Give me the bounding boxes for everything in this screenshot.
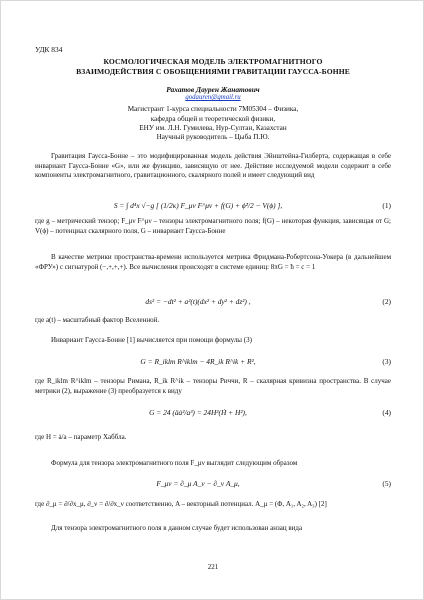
author-affiliation-1: Магистрант 1-курса специальности 7M05304 – Физика, — [127, 105, 299, 113]
paragraph-scale-factor-text: где a(t) – масштабный фактор Вселенной. — [35, 316, 160, 324]
paragraph-metric — [35, 253, 391, 272]
equation-4-body: G = 24 (äȧ²/a³) = 24H²(Ḣ + H²), — [149, 408, 247, 417]
equation-3-number: (3) — [382, 357, 391, 366]
paragraph-action-notation — [35, 217, 391, 236]
paragraph-action-notation-text: где g – метрический тензор; F_μν F^μν – тензоры электромагнитного поля; f(G) – некоторая функция, зависящая от G; V(ϕ) – потенциал скалярного поля, G – инвариант Гаусса-Бонне — [35, 217, 391, 235]
author-email-link[interactable]: godauren@gmail.ru — [185, 94, 241, 101]
paragraph-hubble-text: где H = ȧ/a – параметр Хаббла. — [35, 433, 127, 441]
paragraph-intro-text: Гравитация Гаусса-Бонне – это модифицированная модель действия Эйнштейна-Гилберта, содержащая в себе инвариант Гаусса-Бонне «G», или же функцию, зависящую от нее. Действие исследуемой модели содержит в себе компоненты электромагнитного, гравитационного, скалярного полей и имеет следующий вид — [35, 152, 391, 180]
equation-3-body: G = R_iklm R^iklm − 4R_ik R^ik + R², — [140, 357, 256, 366]
paragraph-riemann-text: где R_iklm R^iklm – тензоры Римана, R_ik R^ik – тензоры Риччи, R – скалярная кривизна пространства. В случае метрики (2), выражение (3) преобразуется к виду — [35, 377, 391, 395]
equation-5-body: F_μν = ∂_μ A_ν − ∂_ν A_μ, — [156, 479, 240, 488]
author-affiliation-3: ЕНУ им. Л.Н. Гумилева, Нур-Султан, Казахстан — [139, 124, 287, 132]
equation-2-number: (2) — [382, 297, 391, 306]
paragraph-riemann — [35, 377, 391, 396]
equation-1-number: (1) — [382, 201, 391, 210]
equation-2-body: ds² = −dt² + a²(t)(dx² + dy² + dz²) , — [145, 297, 251, 306]
equation-2 — [35, 297, 391, 311]
equation-3 — [35, 357, 391, 371]
paragraph-hubble — [35, 433, 391, 443]
paragraph-em-tensor — [35, 459, 391, 469]
author-name: Рахатов Даурен Жанатович — [166, 85, 260, 94]
equation-5-number: (5) — [382, 479, 391, 488]
page-number: 221 — [207, 563, 219, 571]
paragraph-derivatives-text: где ∂_μ = ∂/∂x_μ, ∂_ν = ∂/∂x_ν соответственно, A – векторный потенциал. A_μ = (Φ, A₁, A₂, A₃) [2] — [35, 500, 327, 508]
paragraph-metric-text: В качестве метрики пространства-времени используется метрика Фридмана-Робертсона-Уокера (в дальнейшем «ФРУ») с сигнатурой (−,+,+,+). Все вычисления происходят в системе единиц: 8πG = ħ = c = 1 — [35, 253, 391, 271]
udk-code: УДК 834 — [35, 45, 63, 54]
article-title-line-2: ВЗАИМОДЕЙСТВИЯ С ОБОБЩЕНИЯМИ ГРАВИТАЦИИ ГАУССА-БОННЕ — [76, 67, 350, 76]
equation-1 — [35, 201, 391, 215]
author-affiliation-2: кафедра общей и теоретической физики, — [150, 115, 276, 123]
paragraph-derivatives — [35, 500, 391, 510]
paragraph-gauss-bonnet — [35, 336, 391, 346]
paragraph-intro — [35, 152, 391, 181]
paragraph-scale-factor — [35, 316, 391, 326]
paragraph-em-tensor-text: Формула для тензора электромагнитного поля F_μν выглядит следующим образом — [51, 459, 298, 467]
paragraph-gauss-bonnet-text: Инвариант Гаусса-Бонне [1] вычисляется при помощи формулы (3) — [51, 336, 252, 344]
article-title-line-1: КОСМОЛОГИЧЕСКАЯ МОДЕЛЬ ЭЛЕКТРОМАГНИТНОГО — [103, 57, 323, 66]
equation-4-number: (4) — [382, 408, 391, 417]
equation-4 — [35, 408, 391, 422]
equation-1-body: S = ∫ d⁴x √−g [ (1/2κ) F_μν F^μν + f(G) + ϕ̇²/2 − V(ϕ) ], — [113, 201, 283, 210]
equation-5 — [35, 479, 391, 493]
author-supervisor: Научный руководитель – Цыба П.Ю. — [156, 133, 270, 141]
paragraph-ansatz-text: Для тензора электромагнитного поля в данном случае будет использован анзац вида — [51, 524, 303, 532]
paragraph-ansatz — [35, 524, 391, 534]
